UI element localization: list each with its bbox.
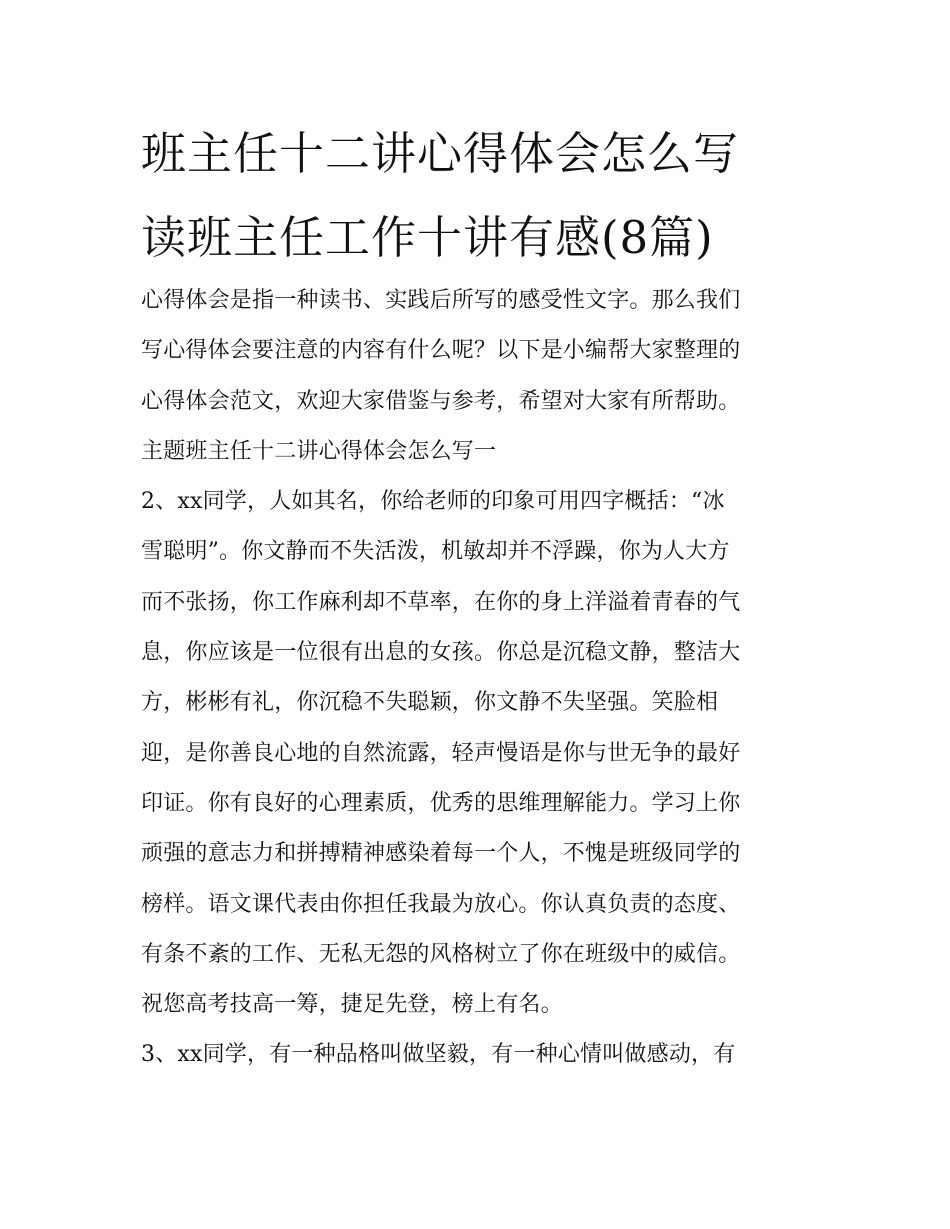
body-line: 心得体会是指一种读书、实践后所写的感受性文字。那么我们 — [141, 288, 741, 313]
title-line-1: 班主任十二讲心得体会怎么写 — [141, 127, 740, 180]
body-line: 而不张扬，你工作麻利却不草率，在你的身上洋溢着青春的气 — [141, 589, 741, 615]
body-line: 2、xx同学，人如其名，你给老师的印象可用四字概括：“冰 — [141, 489, 725, 515]
body-line: 雪聪明”。你文静而不失活泼，机敏却并不浮躁，你为人大方 — [141, 539, 730, 565]
body-line: 迎，是你善良心地的自然流露，轻声慢语是你与世无争的最好 — [141, 740, 741, 766]
document-body — [141, 276, 821, 1081]
body-line: 印证。你有良好的心理素质，优秀的思维理解能力。学习上你 — [141, 790, 741, 816]
body-line: 方，彬彬有礼，你沉稳不失聪颖，你文静不失坚强。笑脸相 — [141, 690, 719, 716]
title-line-2: 读班主任工作十讲有感(8篇) — [141, 211, 714, 264]
body-line: 3、xx同学，有一种品格叫做坚毅，有一种心情叫做感动，有 — [141, 1042, 736, 1068]
body-line: 榜样。语文课代表由你担任我最为放心。你认真负责的态度、 — [141, 891, 741, 917]
body-line: 顽强的意志力和拼搏精神感染着每一个人，不愧是班级同学的 — [141, 841, 741, 867]
body-line: 写心得体会要注意的内容有什么呢？以下是小编帮大家整理的 — [141, 338, 741, 364]
body-line: 有条不紊的工作、无私无怨的风格树立了你在班级中的威信。 — [141, 941, 741, 967]
document-title — [141, 112, 831, 280]
body-line: 息，你应该是一位很有出息的女孩。你总是沉稳文静，整洁大 — [141, 640, 741, 666]
section-heading: 主题班主任十二讲心得体会怎么写一 — [141, 438, 497, 464]
body-line: 心得体会范文，欢迎大家借鉴与参考，希望对大家有所帮助。 — [141, 388, 741, 414]
body-line: 祝您高考技高一筹，捷足先登，榜上有名。 — [141, 992, 563, 1018]
